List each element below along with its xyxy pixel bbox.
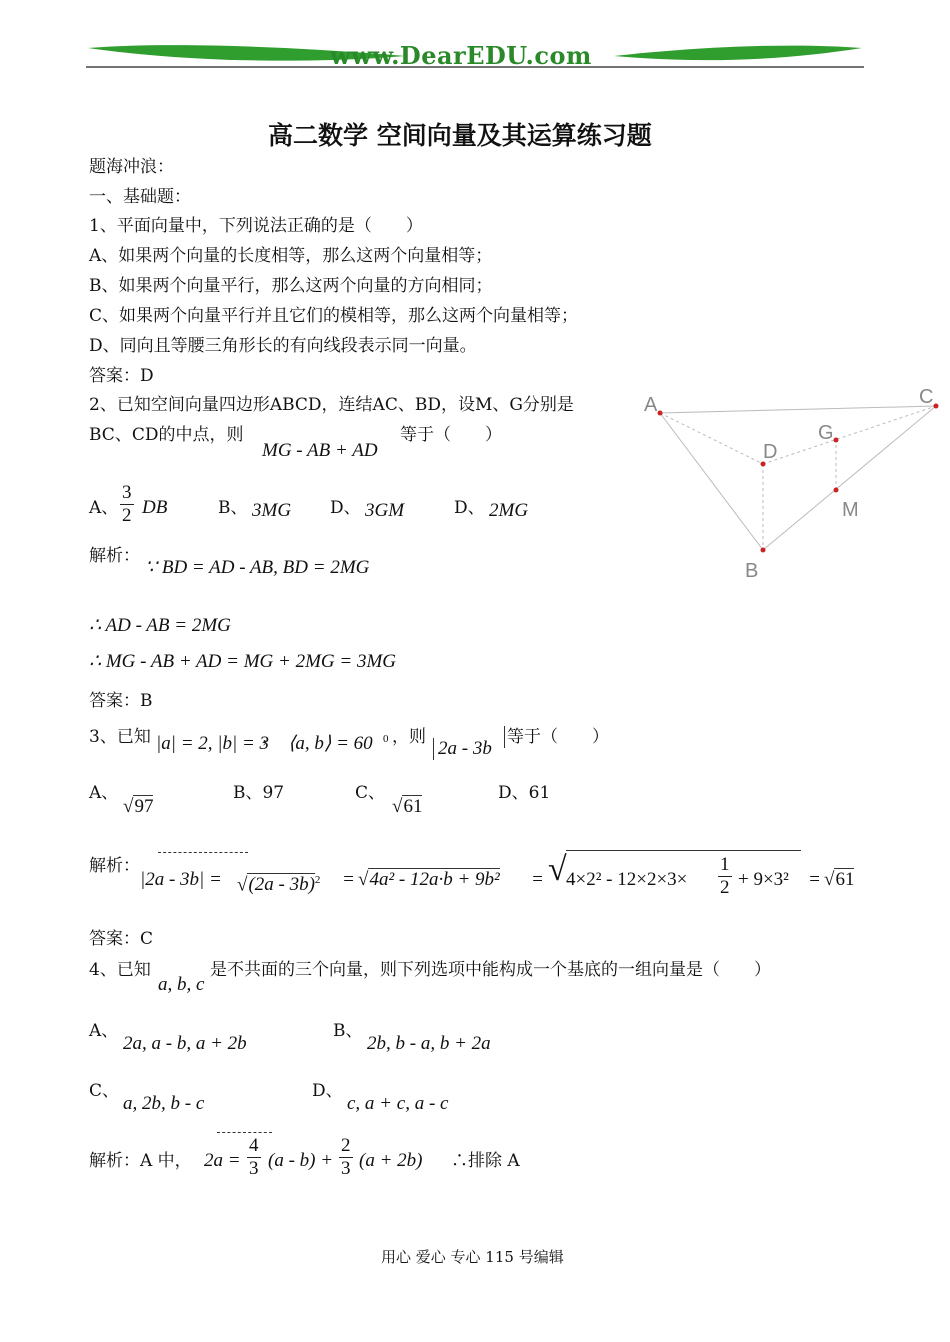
q2-option-b-label: B、 bbox=[218, 498, 248, 518]
sqrt-radicand: 61 bbox=[403, 796, 423, 817]
right-leaf bbox=[614, 46, 862, 61]
q2-stem-expression: MG - AB + AD bbox=[262, 440, 378, 461]
q3-option-c-value: √61 bbox=[392, 796, 423, 817]
vector-arrows bbox=[217, 1132, 272, 1133]
point-m bbox=[834, 488, 839, 493]
label-d: D bbox=[763, 441, 778, 463]
q4-option-d-expression: c, a + c, a - c bbox=[347, 1093, 449, 1114]
q1-option-d: D、同向且等腰三角形长的有向线段表示同一向量。 bbox=[89, 336, 477, 356]
q3-stem-start: 3、已知 bbox=[89, 727, 151, 747]
label-a: A bbox=[644, 394, 658, 416]
q4-option-d-label: D、 bbox=[312, 1081, 343, 1101]
q3-analysis-label: 解析： bbox=[89, 856, 140, 876]
sqrt-radicand: 61 bbox=[835, 869, 855, 890]
q3-stem-target: 2a - 3b bbox=[433, 738, 492, 760]
sqrt-radicand: (2a - 3b) bbox=[248, 874, 315, 896]
edge-bc bbox=[763, 406, 936, 550]
q2-option-a-label: A、 bbox=[89, 498, 119, 518]
site-url: www.DearEDU.com bbox=[330, 41, 592, 70]
q3-stem-then: ，则 bbox=[392, 727, 426, 747]
sqrt-radicand: 4a² - 12a·b + 9b² bbox=[369, 869, 500, 890]
q4-option-a-label: A、 bbox=[89, 1021, 119, 1041]
q3-calc-sqrt2: √4a² - 12a·b + 9b² bbox=[358, 869, 500, 890]
edge-dc bbox=[763, 406, 936, 464]
q1-answer: 答案：D bbox=[89, 366, 154, 386]
q3-option-b: B、97 bbox=[233, 783, 285, 803]
q2-option-c-expression: 3GM bbox=[365, 500, 405, 521]
q4-calc-frac2 bbox=[339, 1135, 353, 1180]
edge-ac bbox=[660, 406, 936, 413]
q2-stem-line2: BC、CD的中点，则 bbox=[89, 425, 244, 445]
q4-calc-rhs: (a + 2b) bbox=[359, 1150, 423, 1171]
fraction-denominator: 2 bbox=[720, 877, 730, 898]
q2-option-a-fraction bbox=[120, 482, 134, 527]
fraction-numerator: 4 bbox=[249, 1135, 259, 1156]
q3-option-d: D、61 bbox=[498, 783, 551, 803]
point-a bbox=[658, 411, 663, 416]
point-c bbox=[934, 404, 939, 409]
label-c: C bbox=[919, 386, 934, 408]
q3-calc-lhs: |2a - 3b| = bbox=[140, 869, 222, 890]
big-root-bar bbox=[566, 850, 801, 851]
q2-analysis-line3: ∴ MG - AB + AD = MG + 2MG = 3MG bbox=[89, 651, 396, 672]
q2-analysis-line2: ∴ AD - AB = 2MG bbox=[89, 615, 231, 636]
q2-option-d-label: D、 bbox=[454, 498, 485, 518]
vector-arrows bbox=[158, 852, 248, 853]
q2-stem-line1: 2、已知空间向量四边形ABCD，连结AC、BD，设M、G分别是 bbox=[89, 395, 574, 415]
q3-calc-sqrt1: √(2a - 3b)$^2$ bbox=[237, 874, 321, 896]
q4-stem-vars: a, b, c bbox=[158, 974, 205, 995]
section-heading: 一、基础题： bbox=[89, 187, 191, 207]
q1-option-b: B、如果两个向量平行，那么这两个向量的方向相同； bbox=[89, 276, 493, 296]
big-root-sign: √ bbox=[548, 851, 567, 888]
q4-conclusion: ∴排除 A bbox=[451, 1151, 520, 1171]
q4-option-b-label: B、 bbox=[333, 1021, 363, 1041]
q4-stem-start: 4、已知 bbox=[89, 960, 151, 980]
q4-calc-mid: (a - b) + bbox=[268, 1150, 334, 1171]
q4-option-c-expression: a, 2b, b - c bbox=[123, 1093, 205, 1114]
label-g: G bbox=[818, 422, 834, 444]
q2-option-d-expression: 2MG bbox=[489, 500, 529, 521]
q3-calc-eq1: = bbox=[342, 869, 355, 890]
q2-option-b-expression: 3MG bbox=[252, 500, 292, 521]
q3-calc-result: √61 bbox=[824, 869, 855, 890]
q4-stem-rest: 是不共面的三个向量，则下列选项中能构成一个基底的一组向量是（ ） bbox=[210, 960, 771, 980]
edge-ab bbox=[660, 413, 763, 550]
q4-analysis-label: 解析：A 中， bbox=[89, 1151, 192, 1171]
q3-calc-half bbox=[718, 854, 732, 899]
q4-option-a-expression: 2a, a - b, a + 2b bbox=[123, 1033, 247, 1054]
page-footer: 用心 爱心 专心 115 号编辑 bbox=[381, 1248, 564, 1266]
point-g bbox=[834, 438, 839, 443]
q1-option-a: A、如果两个向量的长度相等，那么这两个向量相等； bbox=[89, 246, 493, 266]
q1-stem: 1、平面向量中，下列说法正确的是（ ） bbox=[89, 216, 423, 236]
q3-stem-degree: 0 bbox=[383, 733, 389, 745]
sqrt-radicand: 97 bbox=[134, 796, 154, 817]
q4-calc-frac1 bbox=[247, 1135, 261, 1180]
fraction-denominator: 3 bbox=[249, 1158, 259, 1179]
q3-stem-end: 等于（ ） bbox=[504, 726, 609, 748]
q3-calc-expanded-b: + 9×3² bbox=[738, 869, 789, 890]
q2-analysis-label: 解析： bbox=[89, 546, 140, 566]
q2-analysis-line1: ∵ BD = AD - AB, BD = 2MG bbox=[145, 557, 370, 578]
q4-option-b-expression: 2b, b - a, b + 2a bbox=[367, 1033, 491, 1054]
fraction-numerator: 2 bbox=[341, 1135, 351, 1156]
q3-stem-norms: |a| = 2, |b| = 3 bbox=[156, 733, 270, 754]
q2-option-a-vector: DB bbox=[142, 497, 168, 518]
page-title: 高二数学 空间向量及其运算练习题 bbox=[268, 121, 652, 150]
q3-option-c-label: C、 bbox=[355, 783, 386, 803]
tetrahedron-figure bbox=[640, 380, 950, 590]
q3-option-a-value: √97 bbox=[123, 796, 154, 817]
intro-text: 题海冲浪： bbox=[89, 157, 174, 177]
q2-stem-tail: 等于（ ） bbox=[400, 425, 502, 445]
q3-calc-eq3: = bbox=[808, 869, 821, 890]
q2-answer: 答案：B bbox=[89, 691, 153, 711]
q1-option-c: C、如果两个向量平行并且它们的模相等，那么这两个向量相等； bbox=[89, 306, 579, 326]
label-m: M bbox=[842, 499, 859, 521]
q2-option-c-label: D、 bbox=[330, 498, 361, 518]
q3-stem-angle: ⟨a, b⟩ = 60 bbox=[288, 733, 373, 754]
q3-calc-eq2: = bbox=[531, 869, 544, 890]
q4-calc-lhs: 2a = bbox=[204, 1150, 241, 1171]
q3-option-a-label: A、 bbox=[89, 783, 119, 803]
fraction-numerator: 1 bbox=[720, 854, 730, 875]
fraction-denominator: 2 bbox=[122, 505, 132, 526]
fraction-numerator: 3 bbox=[122, 482, 132, 503]
q3-answer: 答案：C bbox=[89, 929, 154, 949]
q4-option-c-label: C、 bbox=[89, 1081, 120, 1101]
q3-calc-expanded-a: 4×2² - 12×2×3× bbox=[566, 869, 688, 890]
fraction-denominator: 3 bbox=[341, 1158, 351, 1179]
edge-ad bbox=[660, 413, 763, 464]
label-b: B bbox=[745, 560, 759, 582]
q3-stem-comma: ， bbox=[262, 727, 279, 747]
point-b bbox=[761, 548, 766, 553]
